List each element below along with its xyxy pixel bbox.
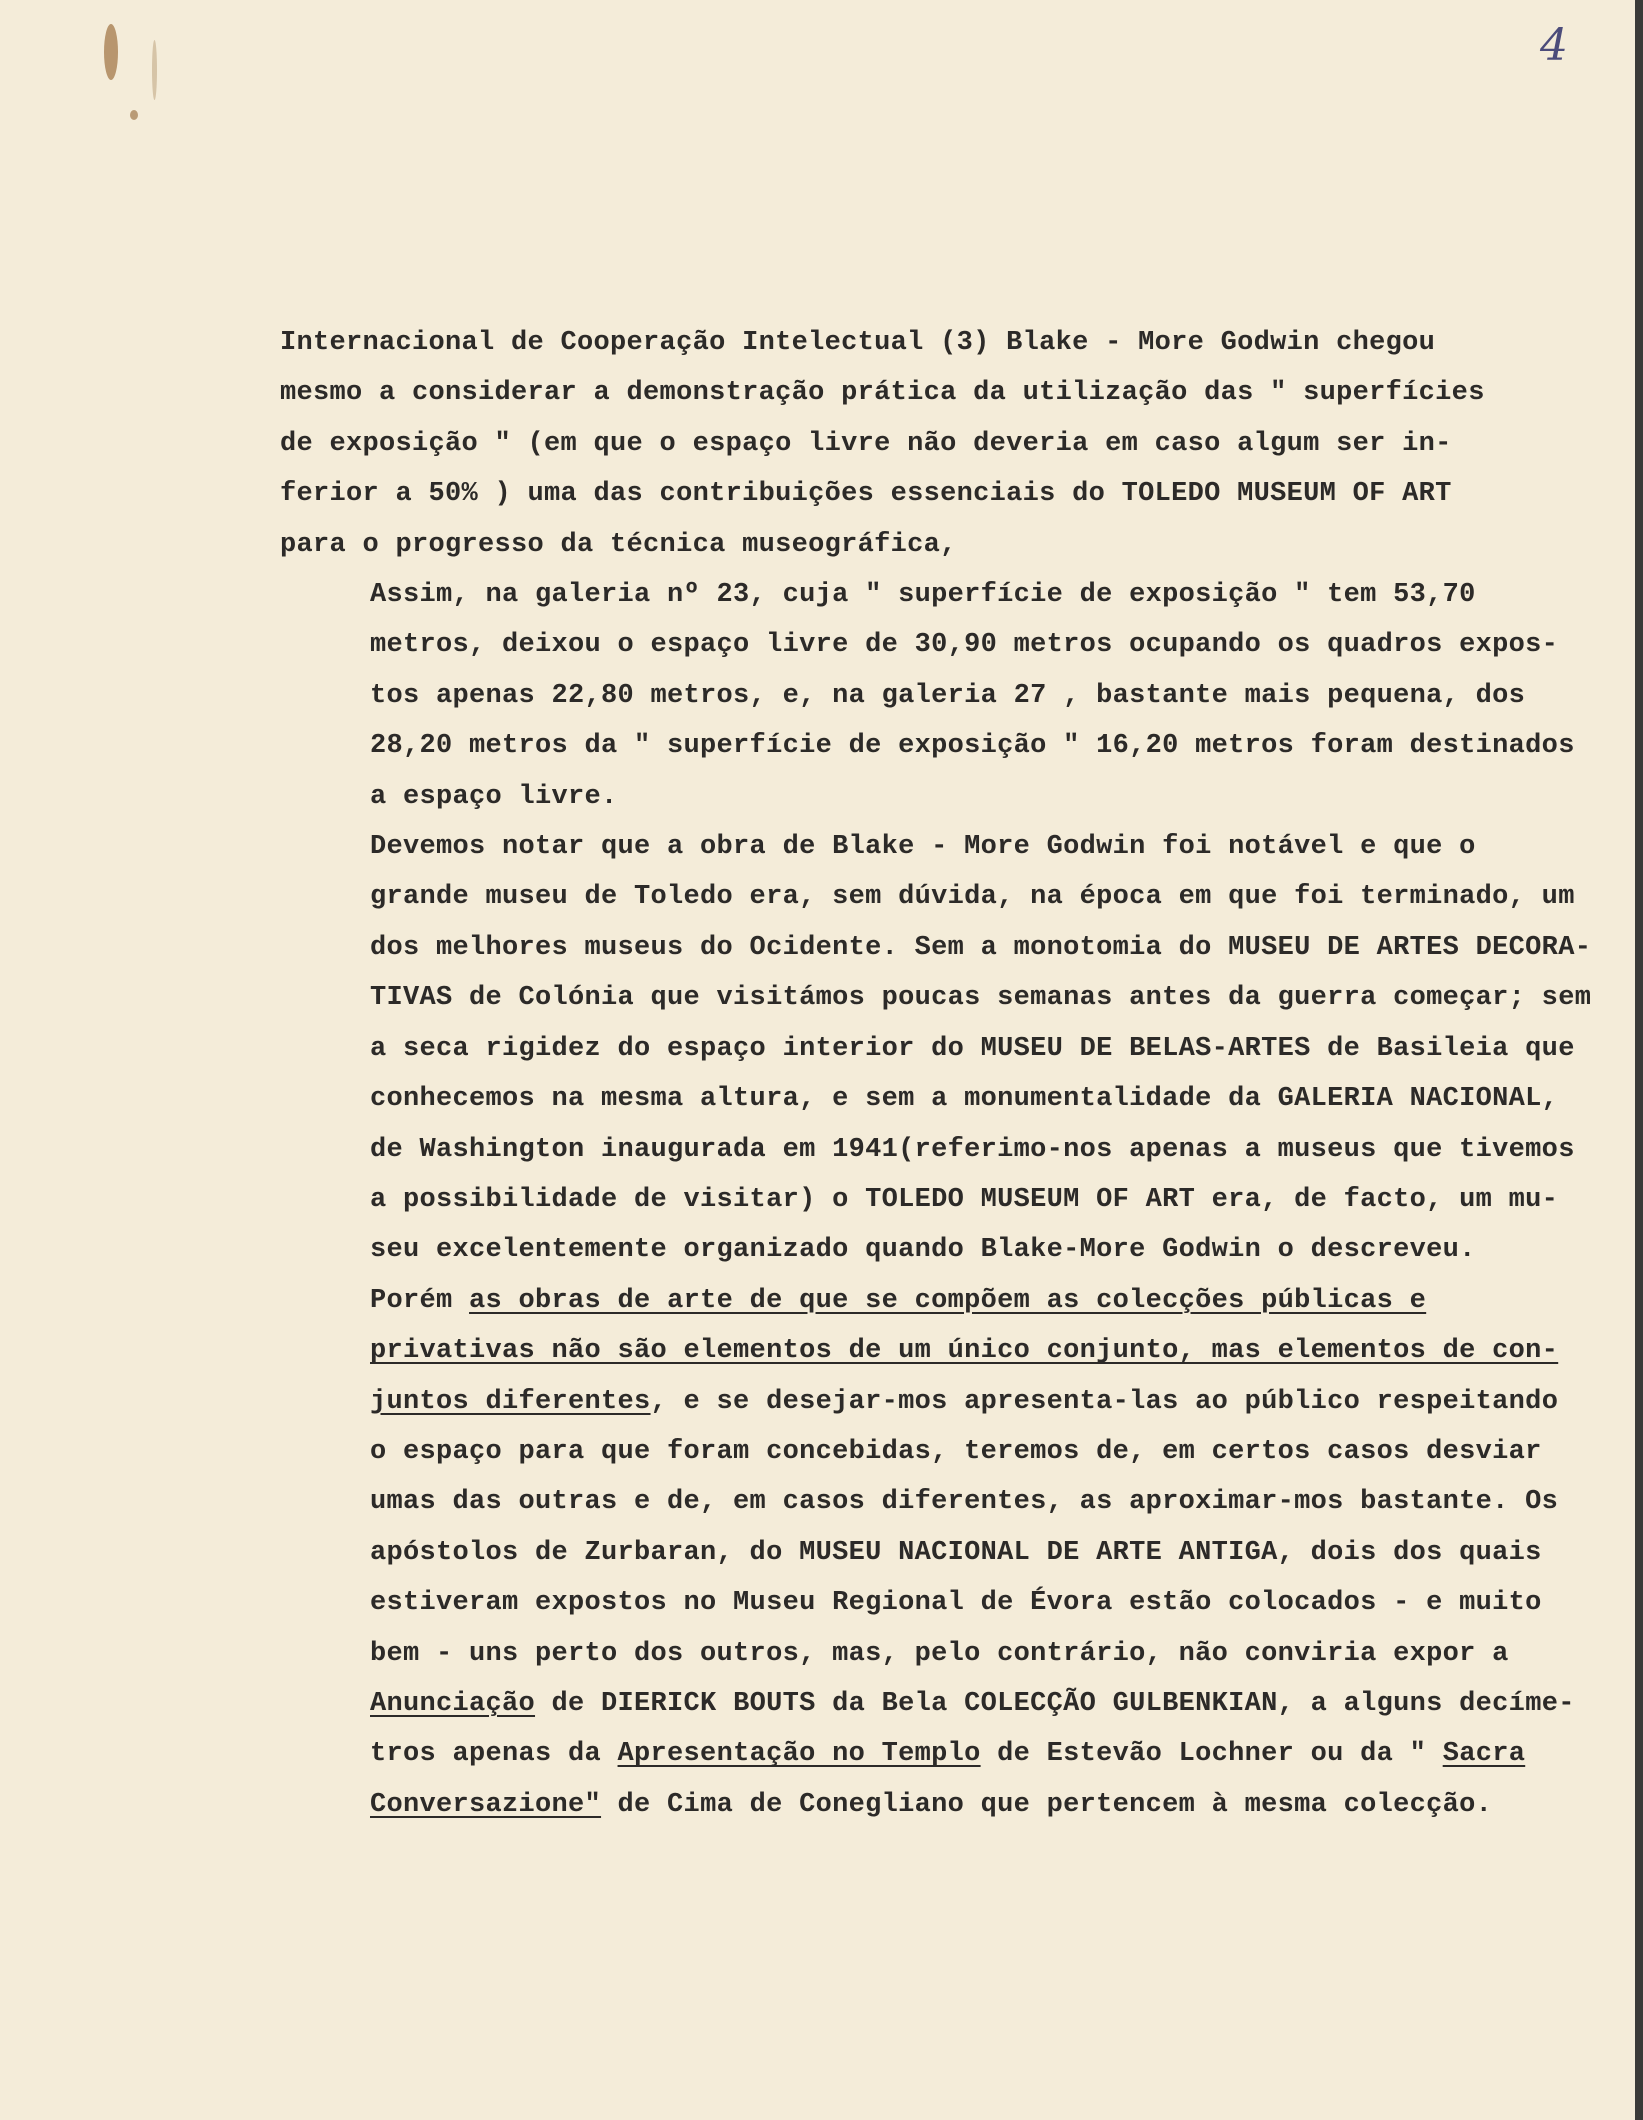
text-line (280, 1427, 1615, 1477)
paragraph-1 (280, 318, 1615, 570)
text-line: grande museu de Toledo era, sem dúvida, na época em que foi terminado, um (370, 882, 1575, 913)
text-segment: umas das outras e de, em casos diferentes, as aproximar-mos bastante. Os (370, 1487, 1559, 1518)
text-segment: o espaço para que foram concebidas, teremos de, em certos casos desviar (370, 1436, 1542, 1467)
text-line (280, 1276, 1615, 1326)
underlined-text: Anunciação (370, 1688, 536, 1719)
text-line: a seca rigidez do espaço interior do MUSEU DE BELAS-ARTES de Basileia que (370, 1033, 1575, 1064)
text-line: de Washington inaugurada em 1941(referimo-nos apenas a museus que tivemos (370, 1134, 1575, 1165)
text-line (280, 1377, 1615, 1427)
text-line (280, 1326, 1615, 1376)
page-number: 4 (1540, 20, 1568, 71)
text-line: conhecemos na mesma altura, e sem a monumentalidade da GALERIA NACIONAL, (370, 1084, 1559, 1115)
text-line: a possibilidade de visitar) o TOLEDO MUSEUM OF ART era, de facto, um mu- (370, 1184, 1559, 1215)
text-line: tos apenas 22,80 metros, e, na galeria 27 , bastante mais pequena, dos (370, 680, 1526, 711)
text-segment: de Estevão Lochner ou da " (980, 1739, 1443, 1770)
text-line (280, 1629, 1615, 1679)
text-line (280, 1780, 1615, 1830)
underlined-text: privativas não são elementos de um único conjunto, mas elementos de con- (370, 1336, 1559, 1367)
text-line: para o progresso da técnica museográfica, (280, 529, 957, 560)
underlined-text: Apresentação no Templo (617, 1739, 981, 1770)
paper-mark (152, 40, 157, 100)
ink-stain (104, 24, 118, 80)
text-line: dos melhores museus do Ocidente. Sem a monotomia do MUSEU DE ARTES DECORA- (370, 932, 1592, 963)
text-line: ferior a 50% ) uma das contribuições essenciais do TOLEDO MUSEUM OF ART (280, 479, 1452, 510)
text-line (280, 1679, 1615, 1729)
paragraph-4 (280, 1276, 1615, 1830)
text-segment: estiveram expostos no Museu Regional de Évora estão colocados - e muito (370, 1588, 1542, 1619)
text-segment: apóstolos de Zurbaran, do MUSEU NACIONAL DE ARTE ANTIGA, dois dos quais (370, 1537, 1542, 1568)
text-segment: , e se desejar-mos apresenta-las ao público respeitando (650, 1386, 1559, 1417)
paragraph-2 (280, 570, 1615, 822)
typed-body-text (280, 318, 1615, 1830)
text-segment: Porém (370, 1285, 470, 1316)
text-line: Devemos notar que a obra de Blake - More Godwin foi notável e que o (370, 832, 1476, 863)
text-line (280, 1528, 1615, 1578)
text-line: TIVAS de Colónia que visitámos poucas semanas antes da guerra começar; sem (370, 983, 1592, 1014)
text-line: Internacional de Cooperação Intelectual (3) Blake - More Godwin chegou (280, 328, 1436, 358)
text-line (280, 1578, 1615, 1628)
text-line: mesmo a considerar a demonstração prática da utilização das " superfícies (280, 378, 1485, 409)
text-line (280, 1729, 1615, 1779)
paragraph-3 (280, 822, 1615, 1276)
text-line: Assim, na galeria nº 23, cuja " superfície de exposição " tem 53,70 (370, 580, 1476, 611)
text-line: 28,20 metros da " superfície de exposição " 16,20 metros foram destinados (370, 731, 1575, 762)
underlined-text: as obras de arte de que se compõem as colecções públicas e (469, 1285, 1427, 1316)
underlined-text: Sacra (1442, 1739, 1526, 1770)
text-line: de exposição " (em que o espaço livre não deveria em caso algum ser in- (280, 428, 1452, 459)
text-segment: de DIERICK BOUTS da Bela COLECÇÃO GULBENKIAN, a alguns decíme- (535, 1688, 1575, 1719)
text-line (280, 1477, 1615, 1527)
text-segment: bem - uns perto dos outros, mas, pelo contrário, não conviria expor a (370, 1638, 1509, 1669)
ink-stain (130, 110, 138, 120)
text-line: metros, deixou o espaço livre de 30,90 metros ocupando os quadros expos- (370, 630, 1559, 661)
text-segment: tros apenas da (370, 1739, 618, 1770)
underlined-text: juntos diferentes (370, 1386, 651, 1417)
text-segment: de Cima de Conegliano que pertencem à mesma colecção. (601, 1789, 1493, 1820)
text-line: a espaço livre. (370, 781, 618, 812)
text-line: seu excelentemente organizado quando Blake-More Godwin o descreveu. (370, 1235, 1476, 1266)
underlined-text: Conversazione" (370, 1789, 602, 1820)
